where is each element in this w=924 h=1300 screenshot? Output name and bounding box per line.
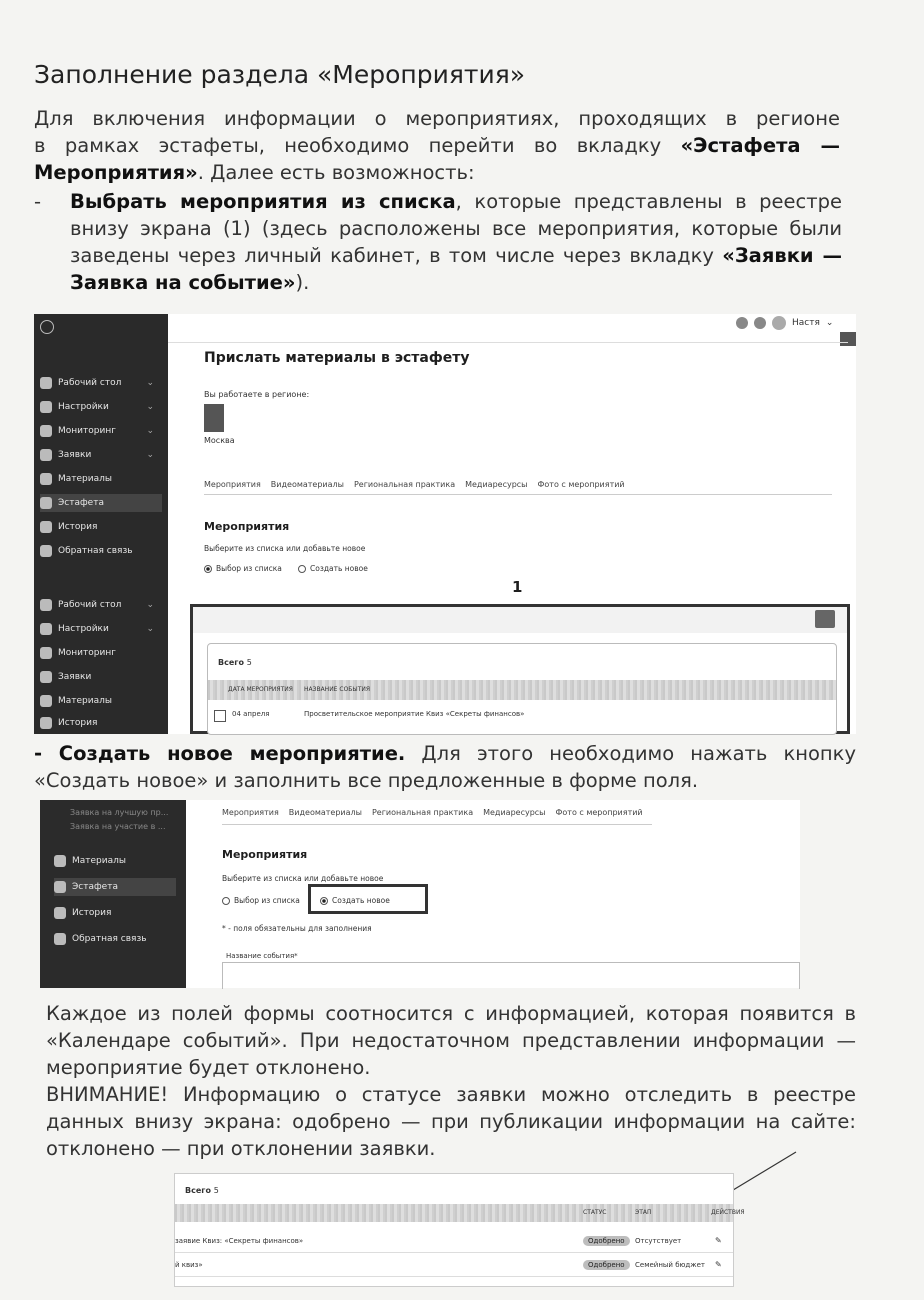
intro-text: . Далее есть возможность:	[197, 161, 475, 184]
row-name: Просветительское мероприятие Квиз «Секреты финансов»	[304, 710, 525, 718]
search-icon[interactable]	[815, 610, 835, 628]
tabs	[204, 480, 625, 489]
section-title: Мероприятия	[204, 520, 290, 533]
para-line: отклонено — при отклонении заявки.	[46, 1137, 436, 1160]
materials-icon	[54, 855, 66, 867]
radio-on-icon[interactable]	[320, 897, 328, 905]
chevron-down-icon[interactable]: ⌄	[825, 318, 834, 328]
sidebar-item-label: Материалы	[58, 474, 112, 484]
materials-icon	[40, 473, 52, 485]
sidebar-item[interactable]	[40, 668, 162, 686]
sidebar-item-label: История	[58, 718, 98, 728]
sidebar-item-label: Мониторинг	[58, 426, 116, 436]
feedback-icon	[40, 545, 52, 557]
chevron-down-icon[interactable]: ⌄	[146, 624, 154, 634]
bullet-create-new	[34, 740, 856, 794]
sidebar-item-label: История	[72, 908, 112, 918]
section-title: Мероприятия	[222, 848, 308, 861]
settings-icon	[40, 401, 52, 413]
table-row[interactable]	[175, 1256, 733, 1277]
sidebar-item-label: Мониторинг	[58, 648, 116, 658]
sidebar-item-label: Заявки	[58, 672, 92, 682]
sidebar-item-label: Эстафета	[72, 882, 118, 892]
intro-line	[34, 159, 840, 186]
sidebar-item-label: Обратная связь	[58, 546, 133, 556]
table-row[interactable]	[175, 1232, 733, 1253]
sidebar-item[interactable]	[54, 930, 176, 948]
region-emblem-icon	[204, 404, 224, 432]
sidebar-item-label: Рабочий стол	[58, 378, 122, 388]
region-name: Москва	[204, 436, 235, 445]
bullet-text: , которые представлены в реестре	[455, 190, 842, 213]
status-badge: Одобрено	[583, 1236, 630, 1246]
radio-label: Выбор из списка	[234, 896, 300, 905]
bullet-line: внизу экрана (1) (здесь расположены все мероприятия, которые были	[70, 217, 842, 240]
bullet-bold: «Заявки —	[722, 244, 842, 267]
radio-on-icon[interactable]	[204, 565, 212, 573]
bullet-bold: Выбрать мероприятия из списка	[70, 190, 456, 213]
tab[interactable]: Мероприятия	[222, 808, 279, 817]
sidebar-item[interactable]	[40, 714, 162, 732]
para-line: данных внизу экрана: одобрено — при публикации информации на сайте:	[46, 1110, 856, 1133]
screenshot-create-new	[40, 800, 800, 988]
choose-hint: Выберите из списка или добавьте новое	[204, 544, 366, 553]
sidebar-item[interactable]	[40, 518, 162, 536]
table-header	[208, 680, 836, 700]
para-line: «Календаре событий». При недостаточном представлении информации —	[46, 1029, 856, 1052]
event-name-label: Название события*	[226, 952, 298, 960]
bullet-bold: Заявка на событие»	[70, 271, 296, 294]
sidebar-item-label: Эстафета	[58, 498, 104, 508]
sidebar-item-label: История	[58, 522, 98, 532]
chevron-down-icon[interactable]: ⌄	[146, 378, 154, 388]
chevron-down-icon[interactable]: ⌄	[146, 402, 154, 412]
tab[interactable]: Региональная практика	[353, 480, 456, 489]
choose-hint: Выберите из списка или добавьте новое	[222, 874, 384, 883]
radio-select-from-list[interactable]	[222, 896, 300, 905]
col-name: НАЗВАНИЕ СОБЫТИЯ	[304, 686, 371, 693]
history-icon	[40, 521, 52, 533]
region-label: Вы работаете в регионе:	[204, 390, 310, 399]
tab[interactable]: Фото с мероприятий	[537, 480, 625, 489]
tab[interactable]: Фото с мероприятий	[555, 808, 643, 817]
settings-icon[interactable]	[754, 317, 766, 329]
row-name: заявие Квиз: «Секреты финансов»	[175, 1237, 304, 1245]
scroll-handle[interactable]	[840, 332, 856, 346]
table-header	[175, 1204, 745, 1222]
radio-off-icon[interactable]	[222, 897, 230, 905]
sidebar-item-participation[interactable]: Заявка на участие в ...	[70, 822, 166, 831]
sidebar-item[interactable]	[40, 422, 162, 440]
total-label: Всего	[218, 658, 244, 667]
history-icon	[54, 907, 66, 919]
sidebar-item-label: Обратная связь	[72, 934, 147, 944]
status-badge: Одобрено	[583, 1260, 630, 1270]
tab[interactable]: Региональная практика	[371, 808, 474, 817]
tab[interactable]: Медиаресурсы	[483, 808, 546, 817]
monitoring-icon	[40, 425, 52, 437]
sidebar-item-label: Заявки	[58, 450, 92, 460]
col-actions: ДЕЙСТВИЯ	[711, 1209, 745, 1216]
total-value: 5	[213, 1186, 219, 1195]
bullet-line: «Создать новое» и заполнить все предложенные в форме поля.	[34, 769, 699, 792]
sidebar-item[interactable]	[40, 494, 162, 512]
events-table	[207, 643, 837, 735]
sidebar-item[interactable]	[40, 596, 162, 614]
para-line: Каждое из полей формы соотносится с информацией, которая появится в	[46, 1002, 856, 1025]
edit-icon[interactable]: ✎	[715, 1260, 722, 1269]
dashboard-icon	[40, 599, 52, 611]
bullet-line	[70, 242, 842, 269]
para-line: ВНИМАНИЕ! Информацию о статусе заявки можно отследить в реестре	[46, 1083, 856, 1106]
sidebar-item[interactable]	[54, 852, 176, 870]
intro-paragraph	[34, 105, 840, 186]
col-stage: ЭТАП	[635, 1209, 652, 1216]
relay-icon	[40, 497, 52, 509]
event-name-input[interactable]	[222, 962, 800, 989]
required-note: * - поля обязательны для заполнения	[222, 924, 372, 933]
sidebar-item[interactable]	[40, 470, 162, 488]
radio-label: Создать новое	[310, 564, 368, 573]
status-paragraph	[46, 1000, 856, 1162]
radio-label: Создать новое	[332, 896, 390, 905]
user-name[interactable]: Настя	[792, 318, 820, 328]
radio-label: Выбор из списка	[216, 564, 282, 573]
bullet-text: заведены через личный кабинет, в том числе через вкладку	[70, 244, 723, 267]
sidebar-item[interactable]	[40, 374, 162, 392]
col-date: ДАТА МЕРОПРИЯТИЯ	[228, 686, 293, 693]
total-count	[185, 1186, 219, 1195]
requests-icon	[40, 671, 52, 683]
intro-bold: «Эстафета —	[680, 134, 840, 157]
chevron-down-icon[interactable]: ⌄	[146, 600, 154, 610]
intro-line	[34, 132, 840, 159]
screen-heading: Прислать материалы в эстафету	[204, 350, 470, 366]
search-bar	[193, 607, 847, 633]
notification-icon[interactable]	[736, 317, 748, 329]
callout-marker: 1	[512, 578, 523, 596]
radio-select-from-list[interactable]	[204, 564, 282, 573]
total-label: Всего	[185, 1186, 211, 1195]
radio-create-new[interactable]	[298, 564, 368, 573]
events-registry-frame	[190, 604, 850, 734]
sidebar-item[interactable]	[40, 692, 162, 710]
logo-icon	[40, 320, 54, 334]
chevron-down-icon[interactable]: ⌄	[146, 426, 154, 436]
avatar[interactable]	[772, 316, 786, 330]
sidebar-item[interactable]	[40, 542, 162, 560]
sidebar-item[interactable]	[40, 446, 162, 464]
page-title: Заполнение раздела «Мероприятия»	[34, 60, 526, 89]
row-stage: Отсутствует	[635, 1237, 682, 1245]
row-date: 04 апреля	[232, 710, 270, 718]
sidebar-item[interactable]	[54, 904, 176, 922]
intro-text: в рамках эстафеты, необходимо перейти во вкладку	[34, 134, 681, 157]
radio-create-new[interactable]	[320, 896, 390, 905]
tabs-divider	[204, 494, 832, 495]
col-status: СТАТУС	[583, 1209, 607, 1216]
materials-icon	[40, 695, 52, 707]
tab[interactable]: Видеоматериалы	[270, 480, 344, 489]
bullet-text: Для этого необходимо нажать кнопку	[405, 742, 856, 765]
sidebar-item-label: Настройки	[58, 402, 109, 412]
intro-bold: Мероприятия»	[34, 161, 198, 184]
sidebar-item-label: Материалы	[58, 696, 112, 706]
sidebar-item[interactable]	[54, 878, 176, 896]
tab[interactable]: Видеоматериалы	[288, 808, 362, 817]
sidebar-item-label: Материалы	[72, 856, 126, 866]
main-content	[168, 314, 856, 734]
tabs	[222, 808, 643, 817]
monitoring-icon	[40, 647, 52, 659]
divider	[168, 342, 848, 343]
row-checkbox[interactable]	[214, 710, 226, 722]
total-value: 5	[246, 658, 252, 667]
sidebar-item-best-practice[interactable]: Заявка на лучшую пр...	[70, 808, 169, 817]
relay-icon	[54, 881, 66, 893]
radio-off-icon[interactable]	[298, 565, 306, 573]
sidebar-item[interactable]	[40, 620, 162, 638]
edit-icon[interactable]: ✎	[715, 1236, 722, 1245]
history-icon	[40, 717, 52, 729]
requests-icon	[40, 449, 52, 461]
bullet-text: ).	[295, 271, 310, 294]
sidebar-item[interactable]	[40, 398, 162, 416]
chevron-down-icon[interactable]: ⌄	[146, 450, 154, 460]
tab[interactable]: Мероприятия	[204, 480, 261, 489]
sidebar-item[interactable]	[40, 644, 162, 662]
feedback-icon	[54, 933, 66, 945]
top-bar	[736, 314, 856, 332]
bullet-line	[70, 188, 842, 215]
bullet-dash: -	[34, 742, 59, 765]
bullet-line	[70, 269, 842, 296]
sidebar	[40, 800, 186, 988]
dashboard-icon	[40, 377, 52, 389]
bullet-dash: -	[34, 190, 42, 213]
screenshot-status-registry	[174, 1173, 745, 1287]
para-line: мероприятие будет отклонено.	[46, 1056, 371, 1079]
bullet-bold: Создать новое мероприятие.	[58, 742, 406, 765]
row-name: й квиз»	[175, 1261, 203, 1269]
screenshot-relay-events	[34, 314, 856, 734]
total-count	[218, 658, 252, 667]
sidebar	[34, 314, 168, 734]
tabs-divider	[222, 824, 652, 825]
intro-line: Для включения информации о мероприятиях, проходящих в регионе	[34, 107, 840, 130]
bullet-select-from-list	[70, 188, 842, 296]
sidebar-item-label: Рабочий стол	[58, 600, 122, 610]
tab[interactable]: Медиаресурсы	[465, 480, 528, 489]
sidebar-item-label: Настройки	[58, 624, 109, 634]
settings-icon	[40, 623, 52, 635]
row-stage: Семейный бюджет	[635, 1261, 705, 1269]
bullet-line	[34, 740, 856, 767]
